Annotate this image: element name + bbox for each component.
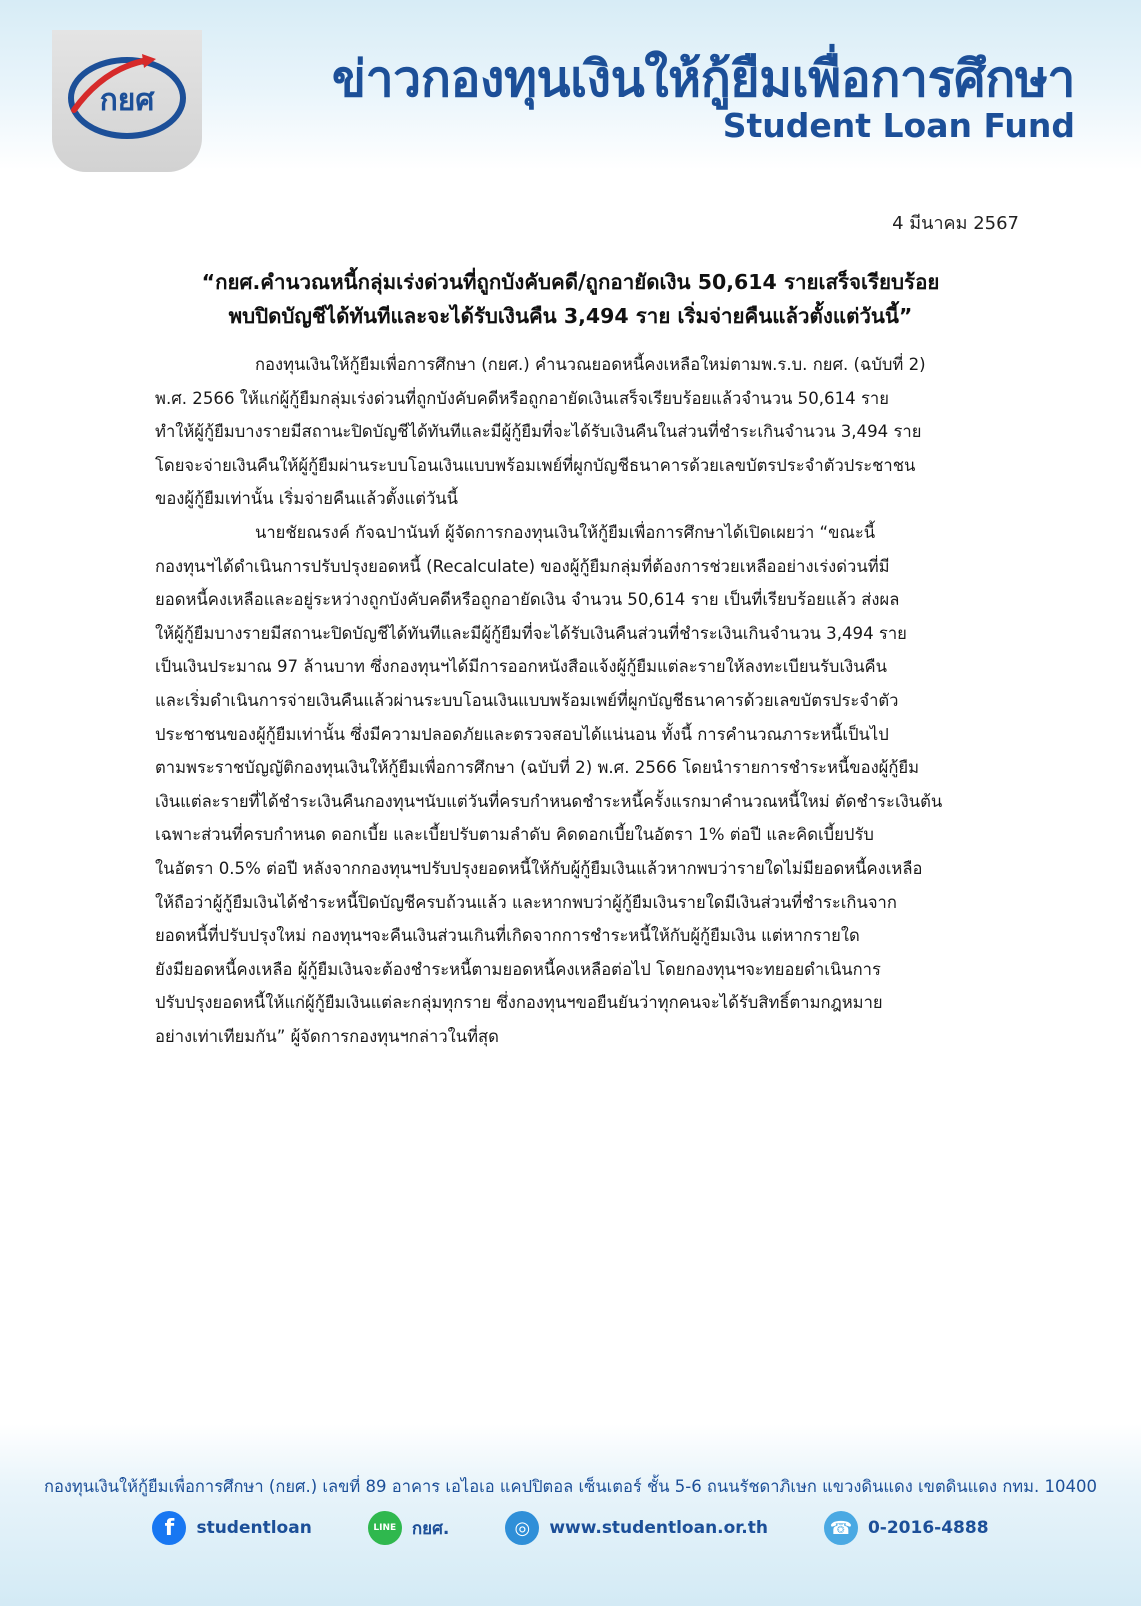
paragraph-line: ของผู้กู้ยืมเท่านั้น เริ่มจ่ายคืนแล้วตั้งแต่วันนี้ [155, 489, 458, 509]
phone-icon: ☎ [824, 1511, 858, 1545]
logo-panel [52, 30, 202, 172]
paragraph-line: เงินแต่ละรายที่ได้ชำระเงินคืนกองทุนฯนับแต่วันที่ครบกำหนดชำระหนี้ครั้งแรกมาคำนวณหนี้ใหม่ ตัดชำระเงินต้น [155, 791, 943, 811]
paragraph-line: เฉพาะส่วนที่ครบกำหนด ดอกเบี้ย และเบี้ยปรับตามลำดับ คิดดอกเบี้ยในอัตรา 1% ต่อปี และคิดเบี้ยปรับ [155, 825, 874, 845]
header-title-english: Student Loan Fund [722, 106, 1075, 145]
website-contact[interactable] [505, 1511, 768, 1545]
footer-address: กองทุนเงินให้กู้ยืมเพื่อการศึกษา (กยศ.) เลขที่ 89 อาคาร เอไอเอ แคปปิตอล เซ็นเตอร์ ชั้น 5-6 ถนนรัชดาภิเษก แขวงดินแดง เขตดินแดง กทม. 10400 [43, 1477, 1098, 1496]
headline-line-1: “กยศ.คำนวณหนี้กลุ่มเร่งด่วนที่ถูกบังคับคดี/ถูกอายัดเงิน 50,614 รายเสร็จเรียบร้อย [201, 270, 940, 294]
facebook-contact[interactable] [152, 1511, 311, 1545]
paragraph-line: ในอัตรา 0.5% ต่อปี หลังจากกองทุนฯปรับปรุงยอดหนี้ให้กับผู้กู้ยืมเงินแล้วหากพบว่ารายใดไม่มียอดหนี้คงเหลือ [155, 858, 923, 878]
globe-icon: ◎ [505, 1511, 539, 1545]
paragraph-line: ยอดหนี้ที่ปรับปรุงใหม่ กองทุนฯจะคืนเงินส่วนเกินที่เกิดจากการชำระหนี้ให้กับผู้กู้ยืมเงิน แต่หากรายใด [155, 926, 860, 946]
phone-label: 0-2016-4888 [867, 1518, 989, 1538]
paragraph-line: ยอดหนี้คงเหลือและอยู่ระหว่างถูกบังคับคดีหรือถูกอายัดเงิน จำนวน 50,614 ราย เป็นที่เรียบร้อยแล้ว ส่งผล [155, 590, 900, 610]
paragraph-line: กองทุนฯได้ดำเนินการปรับปรุงยอดหนี้ (Recalculate) ของผู้กู้ยืมกลุ่มที่ต้องการช่วยเหลืออย่างเร่งด่วนที่มี [155, 556, 890, 576]
phone-contact[interactable] [824, 1511, 989, 1545]
facebook-label: studentloan [196, 1518, 312, 1538]
paragraph-line: พ.ศ. 2566 ให้แก่ผู้กู้ยืมกลุ่มเร่งด่วนที่ถูกบังคับคดีหรือถูกอายัดเงินเสร็จเรียบร้อยแล้วจำนวน 50,614 ราย [155, 388, 889, 408]
paragraph-line: ทำให้ผู้กู้ยืมบางรายมีสถานะปิดบัญชีได้ทันทีและมีผู้กู้ยืมที่จะได้รับเงินคืนในส่วนที่ชำระเกินจำนวน 3,494 ราย [155, 422, 922, 442]
paragraph-1 [155, 348, 1018, 516]
facebook-icon: f [152, 1511, 186, 1545]
paragraph-line: กองทุนเงินให้กู้ยืมเพื่อการศึกษา (กยศ.) คำนวณยอดหนี้คงเหลือใหม่ตามพ.ร.บ. กยศ. (ฉบับที่ 2) [255, 355, 926, 374]
paragraph-line: โดยจะจ่ายเงินคืนให้ผู้กู้ยืมผ่านระบบโอนเงินแบบพร้อมเพย์ที่ผูกบัญชีธนาคารด้วยเลขบัตรประจำตัวประชาชน [155, 455, 916, 475]
student-loan-fund-logo [64, 48, 190, 148]
paragraph-line: ประชาชนของผู้กู้ยืมเท่านั้น ซึ่งมีความปลอดภัยและตรวจสอบได้แน่นอน ทั้งนี้ การคำนวณภาระหนี้เป็นไป [155, 724, 889, 744]
paragraph-line: ยังมียอดหนี้คงเหลือ ผู้กู้ยืมเงินจะต้องชำระหนี้ตามยอดหนี้คงเหลือต่อไป โดยกองทุนฯจะทยอยดำเนินการ [155, 959, 881, 979]
paragraph-line: นายชัยณรงค์ กัจฉปานันท์ ผู้จัดการกองทุนเงินให้กู้ยืมเพื่อการศึกษาได้เปิดเผยว่า “ขณะนี้ [255, 523, 876, 542]
paragraph-line: ตามพระราชบัญญัติกองทุนเงินให้กู้ยืมเพื่อการศึกษา (ฉบับที่ 2) พ.ศ. 2566 โดยนำรายการชำระหนี้ของผู้กู้ยืม [155, 758, 920, 778]
document-date: 4 มีนาคม 2567 [892, 213, 1019, 234]
paragraph-line: และเริ่มดำเนินการจ่ายเงินคืนแล้วผ่านระบบโอนเงินแบบพร้อมเพย์ที่ผูกบัญชีธนาคารด้วยเลขบัตรประจำตัว [155, 690, 899, 710]
page-header [0, 0, 1141, 170]
line-contact[interactable] [368, 1511, 450, 1545]
paragraph-line: อย่างเท่าเทียมกัน” ผู้จัดการกองทุนฯกล่าวในที่สุด [155, 1026, 499, 1046]
headline-line-2: พบปิดบัญชีได้ทันทีและจะได้รับเงินคืน 3,494 ราย เริ่มจ่ายคืนแล้วตั้งแต่วันนี้” [228, 304, 913, 328]
footer-contacts [0, 1511, 1141, 1545]
paragraph-line: เป็นเงินประมาณ 97 ล้านบาท ซึ่งกองทุนฯได้มีการออกหนังสือแจ้งผู้กู้ยืมแต่ละรายให้ลงทะเบียนรับเงินคืน [155, 657, 888, 677]
paragraph-line: ให้ถือว่าผู้กู้ยืมเงินได้ชำระหนี้ปิดบัญชีครบถ้วนแล้ว และหากพบว่าผู้กู้ยืมเงินรายใดมีเงินส่วนที่ชำระเกินจาก [155, 892, 897, 912]
header-title-thai: ข่าวกองทุนเงินให้กู้ยืมเพื่อการศึกษา [331, 50, 1075, 108]
paragraph-2 [155, 516, 1018, 1054]
line-icon: LINE [368, 1511, 402, 1545]
paragraph-line: ให้ผู้กู้ยืมบางรายมีสถานะปิดบัญชีได้ทันทีและมีผู้กู้ยืมที่จะได้รับเงินคืนส่วนที่ชำระเงินเกินจำนวน 3,494 ราย [155, 623, 907, 643]
logo-text: กยศ [99, 83, 155, 118]
paragraph-line: ปรับปรุงยอดหนี้ให้แก่ผู้กู้ยืมเงินแต่ละกลุ่มทุกราย ซึ่งกองทุนฯขอยืนยันว่าทุกคนจะได้รับสิทธิ์ตามกฎหมาย [155, 993, 883, 1013]
website-label: www.studentloan.or.th [549, 1518, 768, 1538]
line-label: กยศ. [411, 1518, 450, 1539]
